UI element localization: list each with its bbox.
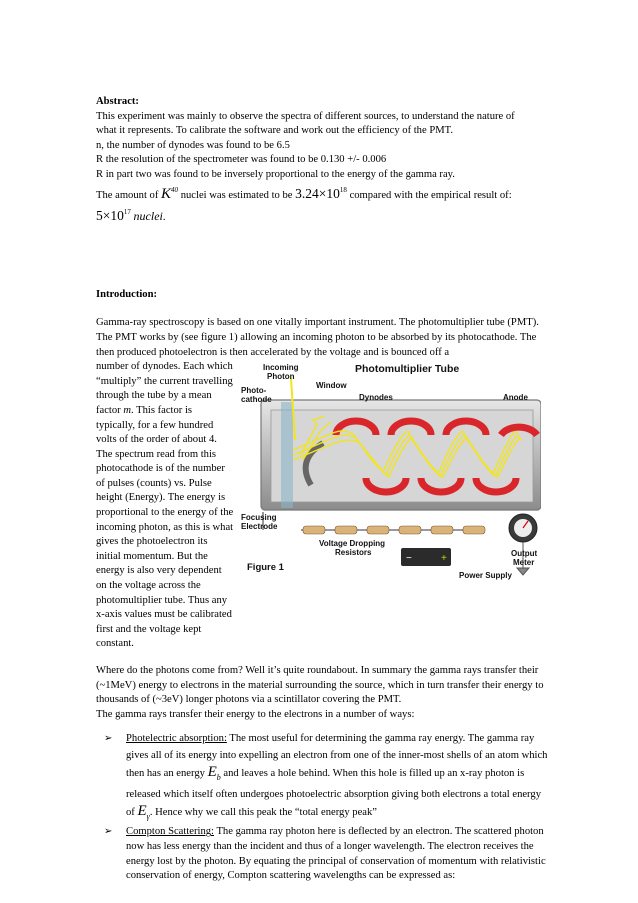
- energy-eb: $E_b$: [207, 764, 221, 783]
- wrap-line: first and the voltage kept: [96, 623, 202, 635]
- wrap-line: through the tube by a mean: [96, 390, 212, 402]
- wrap-line: gives the photoelectron its: [96, 536, 208, 548]
- bullet-title: Photelectric absorption:: [126, 733, 227, 745]
- wrap-line: “multiply” the current travelling: [96, 375, 233, 387]
- bullet-photoelectric: [96, 730, 548, 825]
- wrap-line: constant.: [96, 638, 134, 650]
- abstract-line-3: n, the number of dynodes was found to be 6.5: [96, 139, 290, 151]
- label-photo: Photo-: [241, 386, 267, 396]
- arrow-bullet-icon: ➢: [104, 826, 113, 838]
- label-power-supply: Power Supply: [459, 571, 512, 581]
- wrap-line: photomultiplier tube. Thus any: [96, 594, 228, 606]
- abstract-line-5: R in part two was found to be inversely proportional to the energy of the gamma ray.: [96, 168, 455, 180]
- label-meter: Meter: [513, 558, 535, 568]
- wrap-line: energy is also very dependent: [96, 565, 222, 577]
- wrap-line: photocathode is of the number: [96, 463, 225, 475]
- empirical-end: .: [162, 212, 166, 224]
- abstract-line-1: This experiment was mainly to observe the spectra of different sources, to understand the nature of: [96, 110, 515, 122]
- bullet-text: The most useful for determining the gamma ray energy. The gamma ray gives all of its energy into expelling an electron from one of the inner-most shells of an atom which then has an energy: [126, 733, 548, 780]
- wrap-line: proportional to the energy of the: [96, 507, 234, 519]
- bullet-text: The gamma ray photon here is deflected by an electron. The scattered photon now has less energy than the incident and thus of a longer wavelength. The electron receives the energy lost by the photon. By equating the principal of conservation of momentum with relativistic conservation of energy, Compton scattering wavelengths can be expressed as:: [126, 826, 546, 882]
- wrap-line: incoming photon, as this is what: [96, 521, 234, 533]
- wrap-line: x-axis values must be calibrated: [96, 609, 232, 621]
- wrap-line: initial momentum. But the: [96, 550, 208, 562]
- label-window: Window: [316, 381, 347, 391]
- page-body: [96, 95, 548, 884]
- figure-title: Photomultiplier Tube: [355, 363, 460, 376]
- abstract-line-4: R the resolution of the spectrometer was found to be 0.130 +/- 0.006: [96, 154, 387, 166]
- battery-plus: +: [441, 553, 447, 565]
- bullet-list: [96, 730, 548, 883]
- wrap-line: The spectrum read from this: [96, 448, 217, 460]
- intro-paragraph-1: Gamma-ray spectroscopy is based on one vitally important instrument. The photomultiplier tube (PMT). The PMT works by (see figure 1) allowing an incoming photon to be absorbed by its photocathode. The then produced photoelectron is then accelerated by the voltage and is bounced off a: [96, 317, 539, 358]
- wrap-line: height (Energy). The energy is: [96, 492, 226, 504]
- pmt-figure: [241, 360, 541, 582]
- empirical-unit: nuclei: [133, 209, 163, 224]
- label-resistors: Resistors: [335, 548, 372, 558]
- bullet-title: Compton Scattering:: [126, 826, 214, 838]
- arrow-bullet-icon: ➢: [104, 733, 113, 745]
- label-dynodes: Dynodes: [359, 393, 393, 403]
- photocathode-window: [281, 402, 293, 508]
- amount-post: compared with the empirical result of:: [349, 189, 512, 201]
- wrap-line: number of dynodes. Each which: [96, 361, 233, 373]
- abstract-amount-line: [96, 183, 548, 204]
- amount-value: $3.24\times 10^{18}$: [295, 185, 347, 201]
- bullet-text: and leaves a hole behind. When this hole is filled up an x-ray photon is released which itself often undergoes photoelectric absorption giving both electrons a total energy of: [126, 768, 541, 819]
- label-voltage-dropping: Voltage Dropping: [319, 539, 386, 549]
- wrap-line: volts of the order of about 4.: [96, 434, 217, 446]
- label-electrode: Electrode: [241, 522, 278, 532]
- label-incoming: Incoming: [263, 363, 299, 373]
- wrap-line: typically, for a few hundred: [96, 419, 214, 431]
- amount-mid: nuclei was estimated to be: [180, 189, 293, 201]
- battery-minus: −: [406, 553, 412, 565]
- k-symbol: $K^{40}$: [161, 185, 179, 202]
- label-photon: Photon: [267, 372, 295, 382]
- abstract-line-2: what it represents. To calibrate the software and work out the efficiency of the PMT.: [96, 125, 453, 137]
- label-output: Output: [511, 549, 538, 559]
- label-cathode: cathode: [241, 395, 272, 405]
- bullet-text: . Hence why we call this peak the “total energy peak”: [149, 807, 377, 819]
- wrap-line: of pulses (counts) vs. Pulse: [96, 477, 212, 489]
- intro-wrap-text: [96, 360, 238, 652]
- empirical-value: $5\times 10^{17}$: [96, 208, 131, 224]
- amount-pre: The amount of: [96, 189, 159, 201]
- wrap-line-factor: factor m. This factor is: [96, 404, 193, 416]
- intro-paragraph-3: The gamma rays transfer their energy to the electrons in a number of ways:: [96, 708, 415, 720]
- label-focusing: Focusing: [241, 513, 277, 523]
- introduction-heading: Introduction:: [96, 288, 158, 300]
- intro-paragraph-2: Where do the photons come from? Well it’s quite roundabout. In summary the gamma rays transfer their (~1MeV) energy to electrons in the material surrounding the source, which in turn transfer their energy to thousands of (~3eV) longer photons via a scintillator covering the PMT.: [96, 665, 544, 706]
- energy-egamma: $E_\gamma$: [137, 803, 150, 822]
- intro-wrap-block: [96, 360, 548, 652]
- label-anode: Anode: [503, 393, 528, 403]
- wrap-line: on the voltage across the: [96, 580, 201, 592]
- bullet-compton: [96, 825, 548, 883]
- abstract-heading: Abstract:: [96, 96, 139, 107]
- figure-caption: Figure 1: [247, 562, 284, 574]
- empirical-line: [96, 205, 548, 226]
